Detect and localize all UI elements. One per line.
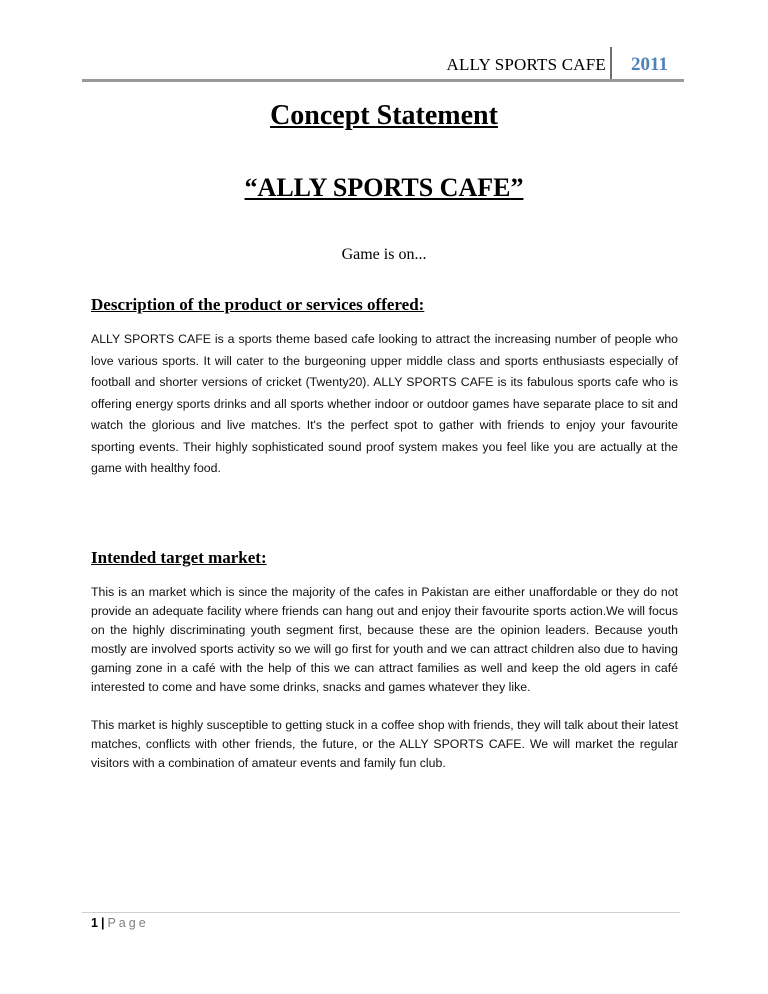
document-title: Concept Statement (270, 100, 498, 131)
target-market-paragraph-1: This is an market which is since the majority of the cafes in Pakistan are either unaffordable or they do not provide an adequate facility where friends can hang out and enjoy their favourite sports action.We will focus on the highly discriminating youth segment first, because these are the opinion leaders. Because youth mostly are involved sports activity so we will go first for youth and we can attract children also due to having gaming zone in a café with the help of this we can attract families as well and keep the old agers in café interested to come and have some drinks, snacks and games whatever they like. (91, 585, 678, 694)
target-market-paragraph-2: This market is highly susceptible to getting stuck in a coffee shop with friends, they will talk about their latest matches, conflicts with other friends, the future, or the ALLY SPORTS CAFE. We will market the regular visitors with a combination of amateur events and family fun club. (91, 718, 678, 770)
page-header (82, 44, 684, 82)
page-footer (91, 916, 149, 930)
document-subtitle: “ALLY SPORTS CAFE” (244, 173, 524, 202)
header-title: ALLY SPORTS CAFE (446, 55, 606, 74)
description-paragraph: ALLY SPORTS CAFE is a sports theme based cafe looking to attract the increasing number of people who love various sports. It will cater to the burgeoning upper middle class and sports enthusiasts especially of football and shorter versions of cricket (Twenty20). ALLY SPORTS CAFE is its fabulous sports cafe who is offering energy sports drinks and all sports whether indoor or outdoor games have separate place to sit and watch the glorious and live matches. It's the perfect spot to gather with friends to enjoy your favourite sporting events. Their highly sophisticated sound proof system makes you feel like you are actually at the game with healthy food. (91, 332, 678, 475)
footer-separator: | (100, 916, 105, 930)
header-separator (610, 47, 612, 79)
header-year: 2011 (631, 54, 668, 75)
description-heading: Description of the product or services offered: (91, 295, 425, 314)
header-rule (82, 79, 684, 82)
footer-rule (82, 912, 680, 913)
target-market-heading: Intended target market: (91, 548, 267, 567)
page-number: 1 (91, 916, 98, 930)
document-tagline: Game is on... (341, 246, 427, 263)
page-label: Page (107, 916, 149, 930)
